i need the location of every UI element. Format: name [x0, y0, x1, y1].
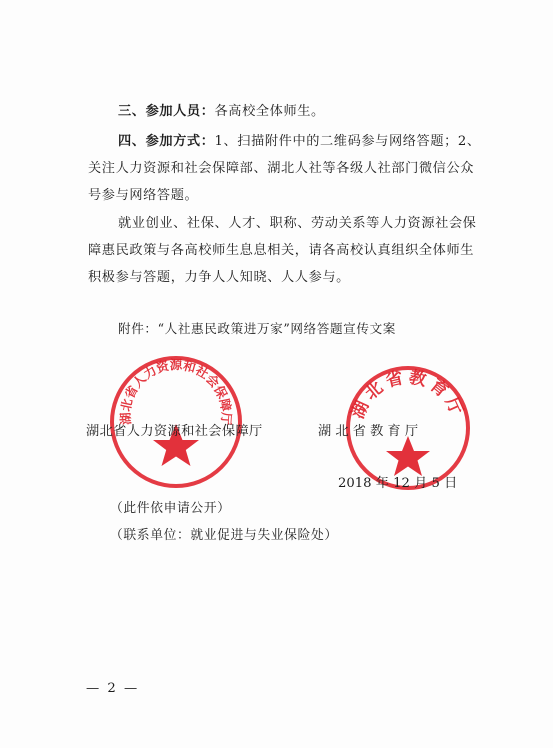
svg-text:湖北省教育厅 — [347, 366, 468, 421]
attachment-line: 附件：“人社惠民政策进万家”网络答题宣传文案 — [118, 321, 396, 336]
section3-label: 三、参加人员： — [118, 104, 215, 119]
page-number: — 2 — — [86, 681, 140, 696]
paragraph-line1: 就业创业、社保、人才、职称、劳动关系等人力资源社会保 — [118, 216, 477, 231]
seal-right-text: 湖北省教育厅 — [348, 367, 468, 422]
section4-label: 四、参加方式： — [118, 134, 215, 149]
contact-note: （联系单位：就业促进与失业保险处） — [110, 528, 338, 543]
section4-text-1: 1、扫描附件中的二维码参与网络答题；2、 — [214, 134, 481, 149]
section4-line2: 关注人力资源和社会保障部、湖北人社等各级人社部门微信公众 — [88, 161, 475, 176]
signatory-left: 湖北省人力资源和社会保障厅 — [86, 424, 263, 439]
svg-text:湖北省人力资源和社会保障厅 — [118, 357, 235, 426]
issue-date: 2018 年 12 月 5 日 — [338, 476, 458, 491]
section4-line1 — [118, 130, 481, 149]
section3-text: 各高校全体师生。 — [214, 104, 325, 119]
seal-right-star-icon — [386, 436, 430, 476]
paragraph-line2: 障惠民政策与各高校师生息息相关，请各高校认真组织全体师生 — [88, 243, 475, 258]
seal-left-text: 湖北省人力资源和社会保障厅 — [117, 357, 235, 426]
paragraph-line3: 积极参与答题，力争人人知晓、人人参与。 — [88, 270, 350, 285]
section3-line — [118, 100, 325, 119]
disclosure-note: （此件依申请公开） — [110, 501, 231, 516]
section4-line3: 号参与网络答题。 — [88, 188, 199, 203]
signatory-right: 湖 北 省 教 育 厅 — [318, 424, 419, 439]
